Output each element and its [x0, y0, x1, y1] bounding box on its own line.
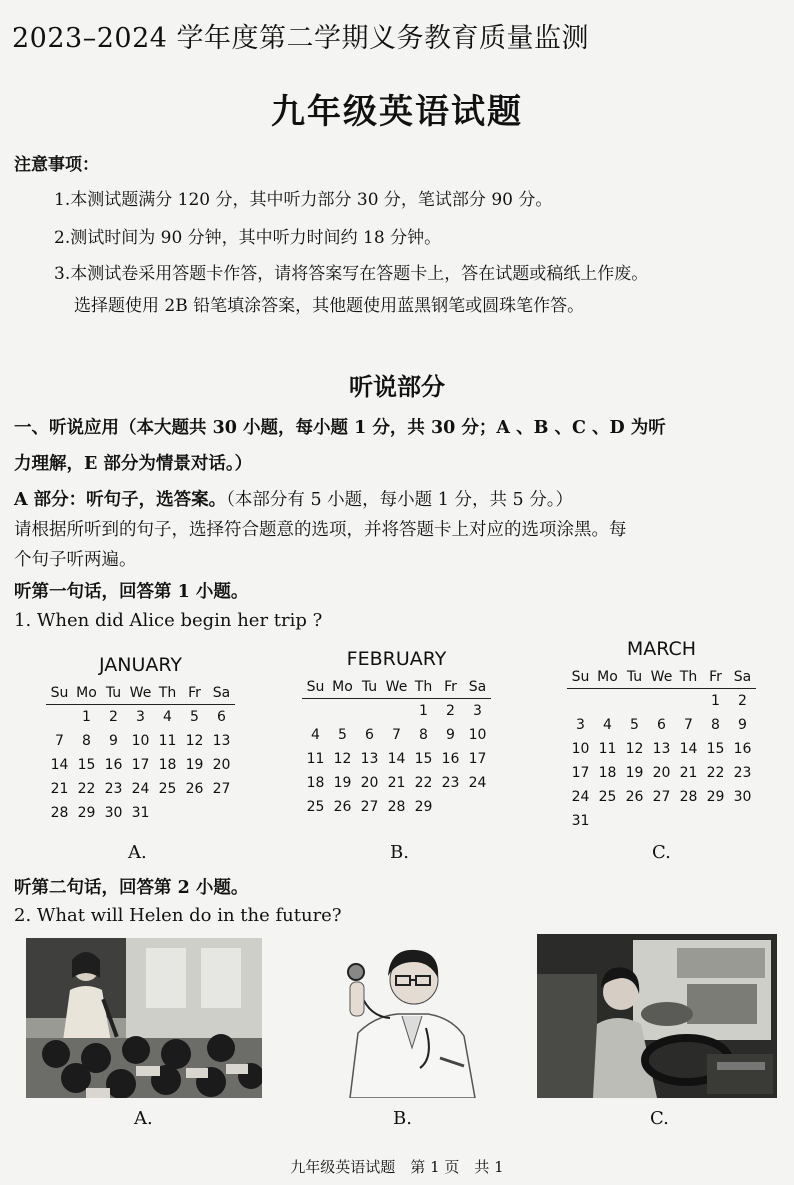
weekday-label: Fr	[181, 682, 208, 705]
week-row	[46, 753, 235, 777]
day-cell: 5	[190, 709, 199, 725]
weekday-label: Th	[675, 666, 702, 689]
day-cell: 15	[77, 757, 96, 773]
day-cell: 12	[625, 741, 644, 757]
week-row	[302, 747, 491, 771]
partA-rest: （本部分有 5 小题，每小题 1 分，共 5 分。）	[226, 490, 573, 510]
weekday-label: Th	[154, 682, 181, 705]
weekday-label: Tu	[100, 682, 127, 705]
day-cell: 21	[50, 781, 69, 797]
day-cell: 2	[446, 703, 455, 719]
option-c-calendar: C.	[652, 842, 671, 863]
day-cell	[594, 809, 621, 833]
week-row	[567, 737, 756, 761]
weekday-label: Su	[567, 666, 594, 689]
day-cell: 1	[82, 709, 91, 725]
teacher-classroom-photo	[26, 938, 262, 1098]
day-cell: 7	[684, 717, 693, 733]
day-cell: 3	[136, 709, 145, 725]
day-cell	[46, 705, 73, 730]
part1-line2: 力理解，E 部分为情景对话。）	[14, 454, 253, 474]
day-cell: 28	[679, 789, 698, 805]
day-cell: 10	[131, 733, 150, 749]
day-cell: 25	[158, 781, 177, 797]
day-cell: 31	[571, 813, 590, 829]
day-cell: 5	[630, 717, 639, 733]
day-cell: 26	[625, 789, 644, 805]
week-row	[302, 699, 491, 724]
calendar-march	[567, 638, 756, 833]
weekday-label: We	[127, 682, 154, 705]
calendar-february	[302, 648, 491, 819]
day-cell: 11	[158, 733, 177, 749]
calendar-month: FEBRUARY	[346, 648, 447, 670]
day-cell: 11	[306, 751, 325, 767]
week-row	[302, 771, 491, 795]
week-row	[567, 689, 756, 714]
day-cell: 8	[82, 733, 91, 749]
day-cell: 30	[104, 805, 123, 821]
day-cell: 11	[598, 741, 617, 757]
day-cell: 23	[104, 781, 123, 797]
day-cell: 10	[571, 741, 590, 757]
day-cell: 6	[657, 717, 666, 733]
day-cell	[702, 809, 729, 833]
day-cell: 17	[468, 751, 487, 767]
listen-2: 听第二句话，回答第 2 小题。	[14, 878, 249, 898]
calendar-january	[46, 654, 235, 825]
notice-item-3-cont: 选择题使用 2B 铅笔填涂答案，其他题使用蓝黑钢笔或圆珠笔作答。	[74, 296, 585, 316]
day-cell: 30	[733, 789, 752, 805]
option-c-picture: C.	[650, 1108, 669, 1129]
day-cell	[648, 809, 675, 833]
day-cell: 27	[360, 799, 379, 815]
day-cell	[675, 689, 702, 714]
day-cell: 3	[576, 717, 585, 733]
day-cell: 22	[414, 775, 433, 791]
partA-instruction-2: 个句子听两遍。	[14, 550, 137, 570]
week-row	[46, 777, 235, 801]
day-cell: 22	[706, 765, 725, 781]
exam-header: 2023–2024 学年度第二学期义务教育质量监测	[12, 23, 590, 54]
weekday-label: Tu	[356, 676, 383, 699]
weekday-label: Sa	[464, 676, 491, 699]
weekday-label: Th	[410, 676, 437, 699]
weekday-label: Sa	[729, 666, 756, 689]
day-cell: 7	[392, 727, 401, 743]
day-cell: 5	[338, 727, 347, 743]
day-cell: 6	[365, 727, 374, 743]
day-cell: 26	[185, 781, 204, 797]
day-cell: 9	[446, 727, 455, 743]
day-cell: 14	[679, 741, 698, 757]
part1-heading	[14, 414, 666, 439]
day-cell: 19	[625, 765, 644, 781]
day-cell: 14	[387, 751, 406, 767]
option-a-picture: A.	[134, 1108, 153, 1129]
day-cell: 8	[419, 727, 428, 743]
day-cell: 1	[711, 693, 720, 709]
day-cell: 28	[50, 805, 69, 821]
option-a-calendar: A.	[128, 842, 147, 863]
day-cell	[437, 795, 464, 819]
day-cell: 25	[306, 799, 325, 815]
day-cell: 16	[441, 751, 460, 767]
day-cell: 24	[131, 781, 150, 797]
day-cell: 17	[131, 757, 150, 773]
week-row	[567, 809, 756, 833]
day-cell: 10	[468, 727, 487, 743]
day-cell: 19	[333, 775, 352, 791]
day-cell: 24	[468, 775, 487, 791]
day-cell: 23	[733, 765, 752, 781]
day-cell: 29	[414, 799, 433, 815]
day-cell: 9	[738, 717, 747, 733]
day-cell: 20	[360, 775, 379, 791]
day-cell: 29	[77, 805, 96, 821]
day-cell: 12	[185, 733, 204, 749]
day-cell	[302, 699, 329, 724]
part1-rest: （本大题共 30 小题，每小题 1 分，共 30 分；A 、B 、C 、D 为听	[119, 418, 666, 438]
day-cell: 13	[212, 733, 231, 749]
day-cell	[181, 801, 208, 825]
day-cell	[464, 795, 491, 819]
notice-heading: 注意事项：	[14, 155, 99, 175]
day-cell: 4	[163, 709, 172, 725]
day-cell: 18	[158, 757, 177, 773]
day-cell: 8	[711, 717, 720, 733]
doctor-stethoscope-photo	[330, 938, 480, 1098]
day-cell: 13	[652, 741, 671, 757]
day-cell: 12	[333, 751, 352, 767]
day-cell: 7	[55, 733, 64, 749]
week-row	[46, 801, 235, 825]
day-cell: 1	[419, 703, 428, 719]
weekday-label: Fr	[437, 676, 464, 699]
day-cell: 27	[652, 789, 671, 805]
section-title: 听说部分	[349, 372, 445, 401]
day-cell: 6	[217, 709, 226, 725]
calendar-grid	[46, 682, 235, 825]
weekday-label: Tu	[621, 666, 648, 689]
partA-heading	[14, 486, 573, 511]
day-cell	[154, 801, 181, 825]
weekday-label: Mo	[73, 682, 100, 705]
calendar-month: JANUARY	[99, 654, 182, 676]
day-cell	[208, 801, 235, 825]
weekday-row	[46, 682, 235, 705]
day-cell: 18	[598, 765, 617, 781]
day-cell: 17	[571, 765, 590, 781]
day-cell: 15	[706, 741, 725, 757]
day-cell	[675, 809, 702, 833]
day-cell: 26	[333, 799, 352, 815]
day-cell: 2	[109, 709, 118, 725]
day-cell: 16	[733, 741, 752, 757]
weekday-row	[302, 676, 491, 699]
page-title: 九年级英语试题	[271, 92, 523, 132]
weekday-row	[567, 666, 756, 689]
day-cell: 21	[679, 765, 698, 781]
listen-1: 听第一句话，回答第 1 小题。	[14, 582, 249, 602]
day-cell: 21	[387, 775, 406, 791]
day-cell: 20	[212, 757, 231, 773]
day-cell: 31	[131, 805, 150, 821]
day-cell: 19	[185, 757, 204, 773]
calendar-month: MARCH	[626, 638, 697, 660]
weekday-label: Sa	[208, 682, 235, 705]
day-cell	[729, 809, 756, 833]
day-cell: 15	[414, 751, 433, 767]
calendar-grid	[302, 676, 491, 819]
day-cell: 16	[104, 757, 123, 773]
day-cell: 25	[598, 789, 617, 805]
week-row	[46, 729, 235, 753]
day-cell	[329, 699, 356, 724]
day-cell: 28	[387, 799, 406, 815]
day-cell	[621, 809, 648, 833]
weekday-label: We	[383, 676, 410, 699]
day-cell: 18	[306, 775, 325, 791]
day-cell: 2	[738, 693, 747, 709]
day-cell: 23	[441, 775, 460, 791]
notice-item-2: 2.测试时间为 90 分钟，其中听力时间约 18 分钟。	[54, 228, 442, 248]
day-cell: 4	[603, 717, 612, 733]
partA-instruction-1: 请根据所听到的句子，选择符合题意的选项，并将答题卡上对应的选项涂黑。每	[14, 520, 627, 540]
question-1: 1. When did Alice begin her trip ?	[14, 610, 323, 631]
day-cell	[594, 689, 621, 714]
day-cell: 9	[109, 733, 118, 749]
week-row	[46, 705, 235, 730]
weekday-label: Mo	[329, 676, 356, 699]
day-cell: 14	[50, 757, 69, 773]
day-cell: 13	[360, 751, 379, 767]
week-row	[567, 713, 756, 737]
day-cell	[567, 689, 594, 714]
weekday-label: We	[648, 666, 675, 689]
week-row	[567, 785, 756, 809]
option-b-picture: B.	[393, 1108, 412, 1129]
page-footer: 九年级英语试题 第 1 页 共 1	[290, 1158, 504, 1176]
day-cell	[648, 689, 675, 714]
week-row	[302, 795, 491, 819]
day-cell	[621, 689, 648, 714]
day-cell: 20	[652, 765, 671, 781]
weekday-label: Su	[46, 682, 73, 705]
option-b-calendar: B.	[390, 842, 409, 863]
notice-item-3: 3.本测试卷采用答题卡作答，请将答案写在答题卡上，答在试题或稿纸上作废。	[54, 264, 649, 284]
partA-bold: A 部分：听句子，选答案。	[14, 490, 227, 510]
weekday-label: Fr	[702, 666, 729, 689]
day-cell: 22	[77, 781, 96, 797]
day-cell: 27	[212, 781, 231, 797]
day-cell: 3	[473, 703, 482, 719]
week-row	[567, 761, 756, 785]
weekday-label: Su	[302, 676, 329, 699]
bus-driver-photo	[537, 934, 777, 1098]
calendar-grid	[567, 666, 756, 833]
day-cell	[383, 699, 410, 724]
notice-item-1: 1.本测试题满分 120 分，其中听力部分 30 分，笔试部分 90 分。	[54, 190, 553, 210]
week-row	[302, 723, 491, 747]
question-2: 2. What will Helen do in the future?	[14, 905, 342, 926]
day-cell: 4	[311, 727, 320, 743]
day-cell	[356, 699, 383, 724]
weekday-label: Mo	[594, 666, 621, 689]
day-cell: 24	[571, 789, 590, 805]
day-cell: 29	[706, 789, 725, 805]
part1-bold: 一、听说应用	[14, 418, 119, 438]
